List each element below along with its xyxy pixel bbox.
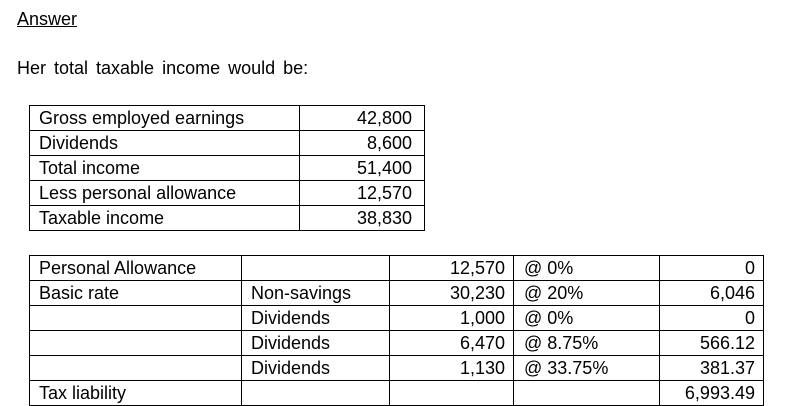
- income-value: 51,400: [300, 156, 425, 181]
- band-amount: 1,130: [390, 356, 514, 381]
- band-amount: [390, 381, 514, 406]
- table-row: [30, 331, 764, 356]
- tax-band: Tax liability: [30, 381, 242, 406]
- income-table: [29, 105, 425, 231]
- table-row: [30, 106, 425, 131]
- income-label: Gross employed earnings: [30, 106, 300, 131]
- table-row: [30, 381, 764, 406]
- tax-rate: @ 33.75%: [514, 356, 660, 381]
- income-value: 38,830: [300, 206, 425, 231]
- tax-band: Basic rate: [30, 281, 242, 306]
- income-label: Dividends: [30, 131, 300, 156]
- table-row: [30, 181, 425, 206]
- answer-heading: Answer: [17, 9, 78, 29]
- band-amount: 1,000: [390, 306, 514, 331]
- tax-amount: 6,993.49: [660, 381, 764, 406]
- tax-rate: @ 20%: [514, 281, 660, 306]
- income-type: [242, 381, 390, 406]
- table-row: [30, 281, 764, 306]
- income-type: [242, 256, 390, 281]
- tax-rate: @ 0%: [514, 256, 660, 281]
- band-amount: 12,570: [390, 256, 514, 281]
- income-value: 8,600: [300, 131, 425, 156]
- intro-text: Her total taxable income would be:: [17, 58, 309, 78]
- tax-band: [30, 306, 242, 331]
- table-row: [30, 206, 425, 231]
- income-type: Dividends: [242, 331, 390, 356]
- tax-band: [30, 356, 242, 381]
- tax-amount: 6,046: [660, 281, 764, 306]
- income-value: 42,800: [300, 106, 425, 131]
- tax-band: [30, 331, 242, 356]
- income-type: Dividends: [242, 306, 390, 331]
- band-amount: 30,230: [390, 281, 514, 306]
- income-label: Less personal allowance: [30, 181, 300, 206]
- income-label: Total income: [30, 156, 300, 181]
- tax-rate: @ 8.75%: [514, 331, 660, 356]
- table-row: [30, 356, 764, 381]
- tax-amount: 381.37: [660, 356, 764, 381]
- tax-calculation-table: [29, 255, 764, 406]
- table-row: [30, 256, 764, 281]
- table-row: [30, 131, 425, 156]
- income-label: Taxable income: [30, 206, 300, 231]
- tax-amount: 566.12: [660, 331, 764, 356]
- table-row: [30, 306, 764, 331]
- table-row: [30, 156, 425, 181]
- tax-rate: @ 0%: [514, 306, 660, 331]
- tax-rate: [514, 381, 660, 406]
- tax-amount: 0: [660, 306, 764, 331]
- band-amount: 6,470: [390, 331, 514, 356]
- tax-amount: 0: [660, 256, 764, 281]
- tax-band: Personal Allowance: [30, 256, 242, 281]
- income-type: Dividends: [242, 356, 390, 381]
- income-value: 12,570: [300, 181, 425, 206]
- income-type: Non-savings: [242, 281, 390, 306]
